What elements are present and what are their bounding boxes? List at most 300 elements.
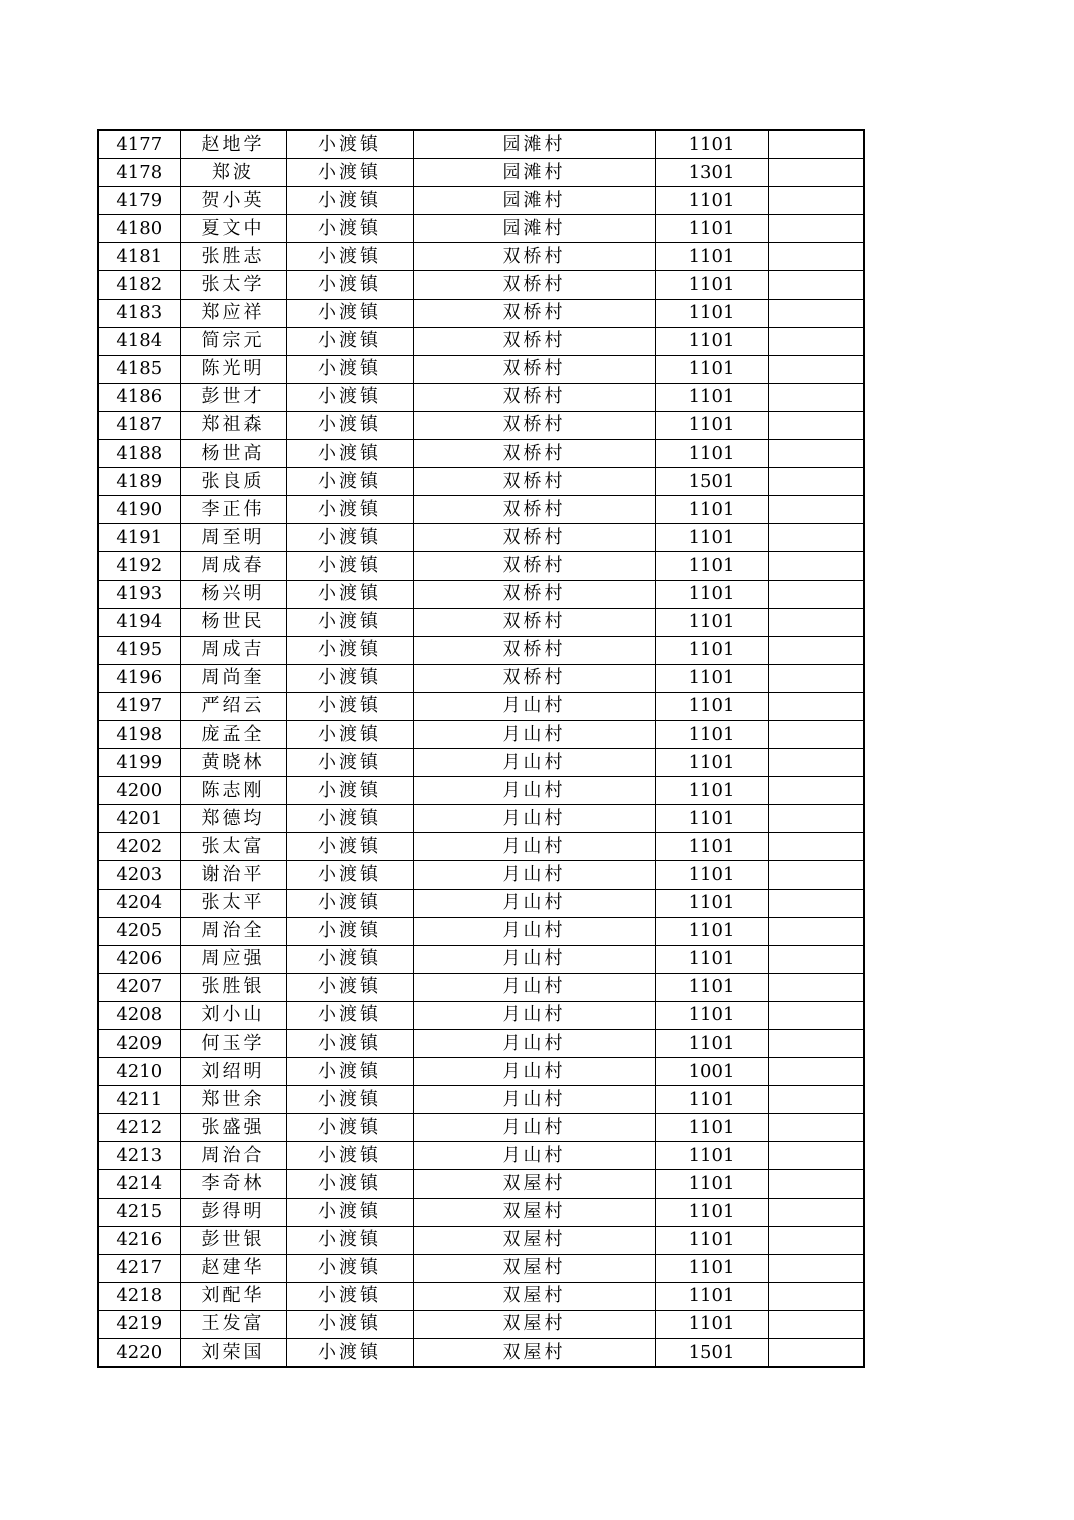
row-number-cell: 4193 <box>98 580 180 608</box>
person-name-cell: 郑祖森 <box>180 411 286 439</box>
town-name-cell: 小渡镇 <box>286 243 413 271</box>
category-code-cell: 1101 <box>655 1114 768 1142</box>
row-number-cell: 4194 <box>98 608 180 636</box>
category-code-cell: 1101 <box>655 1086 768 1114</box>
town-name-cell: 小渡镇 <box>286 608 413 636</box>
row-number-cell: 4207 <box>98 973 180 1001</box>
row-number-cell: 4196 <box>98 664 180 692</box>
category-code-cell: 1101 <box>655 411 768 439</box>
village-name-cell: 月山村 <box>413 1001 655 1029</box>
person-name-cell: 简宗元 <box>180 327 286 355</box>
remark-cell <box>768 440 864 468</box>
person-name-cell: 王发富 <box>180 1310 286 1338</box>
table-row <box>98 1339 864 1368</box>
remark-cell <box>768 1254 864 1282</box>
category-code-cell: 1101 <box>655 1142 768 1170</box>
table-row <box>98 973 864 1001</box>
village-name-cell: 双桥村 <box>413 383 655 411</box>
table-row <box>98 945 864 973</box>
person-name-cell: 刘配华 <box>180 1282 286 1310</box>
table-row <box>98 496 864 524</box>
remark-cell <box>768 327 864 355</box>
town-name-cell: 小渡镇 <box>286 805 413 833</box>
roster-table-body <box>98 130 864 1367</box>
category-code-cell: 1101 <box>655 187 768 215</box>
town-name-cell: 小渡镇 <box>286 496 413 524</box>
village-name-cell: 双屋村 <box>413 1339 655 1368</box>
remark-cell <box>768 664 864 692</box>
category-code-cell: 1101 <box>655 524 768 552</box>
village-name-cell: 双桥村 <box>413 552 655 580</box>
row-number-cell: 4202 <box>98 833 180 861</box>
remark-cell <box>768 243 864 271</box>
person-name-cell: 杨世民 <box>180 608 286 636</box>
village-name-cell: 月山村 <box>413 1114 655 1142</box>
person-name-cell: 李奇林 <box>180 1170 286 1198</box>
row-number-cell: 4178 <box>98 159 180 187</box>
village-name-cell: 月山村 <box>413 861 655 889</box>
remark-cell <box>768 187 864 215</box>
person-name-cell: 张盛强 <box>180 1114 286 1142</box>
row-number-cell: 4208 <box>98 1001 180 1029</box>
remark-cell <box>768 973 864 1001</box>
village-name-cell: 双桥村 <box>413 327 655 355</box>
remark-cell <box>768 130 864 159</box>
category-code-cell: 1301 <box>655 159 768 187</box>
row-number-cell: 4213 <box>98 1142 180 1170</box>
town-name-cell: 小渡镇 <box>286 552 413 580</box>
remark-cell <box>768 1030 864 1058</box>
town-name-cell: 小渡镇 <box>286 383 413 411</box>
table-row <box>98 524 864 552</box>
row-number-cell: 4189 <box>98 468 180 496</box>
village-name-cell: 月山村 <box>413 945 655 973</box>
category-code-cell: 1101 <box>655 496 768 524</box>
town-name-cell: 小渡镇 <box>286 1086 413 1114</box>
table-row <box>98 215 864 243</box>
person-name-cell: 杨兴明 <box>180 580 286 608</box>
category-code-cell: 1101 <box>655 130 768 159</box>
remark-cell <box>768 805 864 833</box>
town-name-cell: 小渡镇 <box>286 692 413 720</box>
remark-cell <box>768 861 864 889</box>
table-row <box>98 580 864 608</box>
category-code-cell: 1101 <box>655 917 768 945</box>
table-row <box>98 159 864 187</box>
category-code-cell: 1001 <box>655 1058 768 1086</box>
remark-cell <box>768 468 864 496</box>
town-name-cell: 小渡镇 <box>286 945 413 973</box>
village-name-cell: 双屋村 <box>413 1198 655 1226</box>
village-name-cell: 月山村 <box>413 749 655 777</box>
category-code-cell: 1101 <box>655 1310 768 1338</box>
row-number-cell: 4219 <box>98 1310 180 1338</box>
remark-cell <box>768 1058 864 1086</box>
category-code-cell: 1101 <box>655 215 768 243</box>
person-name-cell: 郑波 <box>180 159 286 187</box>
table-row <box>98 636 864 664</box>
row-number-cell: 4195 <box>98 636 180 664</box>
row-number-cell: 4181 <box>98 243 180 271</box>
category-code-cell: 1101 <box>655 327 768 355</box>
person-name-cell: 郑应祥 <box>180 299 286 327</box>
remark-cell <box>768 608 864 636</box>
category-code-cell: 1101 <box>655 861 768 889</box>
person-name-cell: 赵建华 <box>180 1254 286 1282</box>
person-name-cell: 周成吉 <box>180 636 286 664</box>
row-number-cell: 4179 <box>98 187 180 215</box>
table-row <box>98 1058 864 1086</box>
village-name-cell: 双桥村 <box>413 496 655 524</box>
category-code-cell: 1101 <box>655 1170 768 1198</box>
category-code-cell: 1101 <box>655 608 768 636</box>
remark-cell <box>768 917 864 945</box>
town-name-cell: 小渡镇 <box>286 355 413 383</box>
category-code-cell: 1501 <box>655 468 768 496</box>
village-name-cell: 月山村 <box>413 833 655 861</box>
table-row <box>98 411 864 439</box>
category-code-cell: 1101 <box>655 1282 768 1310</box>
town-name-cell: 小渡镇 <box>286 1142 413 1170</box>
village-name-cell: 双屋村 <box>413 1254 655 1282</box>
table-row <box>98 1114 864 1142</box>
table-row <box>98 1254 864 1282</box>
person-name-cell: 张胜银 <box>180 973 286 1001</box>
row-number-cell: 4198 <box>98 720 180 748</box>
remark-cell <box>768 271 864 299</box>
category-code-cell: 1101 <box>655 636 768 664</box>
remark-cell <box>768 1142 864 1170</box>
town-name-cell: 小渡镇 <box>286 187 413 215</box>
row-number-cell: 4184 <box>98 327 180 355</box>
town-name-cell: 小渡镇 <box>286 215 413 243</box>
town-name-cell: 小渡镇 <box>286 468 413 496</box>
person-name-cell: 陈光明 <box>180 355 286 383</box>
person-name-cell: 黄晓林 <box>180 749 286 777</box>
table-row <box>98 1142 864 1170</box>
row-number-cell: 4205 <box>98 917 180 945</box>
village-name-cell: 双桥村 <box>413 468 655 496</box>
table-row <box>98 1198 864 1226</box>
town-name-cell: 小渡镇 <box>286 524 413 552</box>
category-code-cell: 1101 <box>655 299 768 327</box>
remark-cell <box>768 833 864 861</box>
person-name-cell: 张胜志 <box>180 243 286 271</box>
remark-cell <box>768 383 864 411</box>
village-name-cell: 月山村 <box>413 917 655 945</box>
table-row <box>98 355 864 383</box>
remark-cell <box>768 1170 864 1198</box>
table-row <box>98 833 864 861</box>
town-name-cell: 小渡镇 <box>286 271 413 299</box>
category-code-cell: 1101 <box>655 1001 768 1029</box>
village-name-cell: 月山村 <box>413 1086 655 1114</box>
person-name-cell: 张太平 <box>180 889 286 917</box>
village-name-cell: 园滩村 <box>413 159 655 187</box>
row-number-cell: 4206 <box>98 945 180 973</box>
village-name-cell: 月山村 <box>413 805 655 833</box>
town-name-cell: 小渡镇 <box>286 1001 413 1029</box>
town-name-cell: 小渡镇 <box>286 130 413 159</box>
person-name-cell: 彭世银 <box>180 1226 286 1254</box>
village-name-cell: 月山村 <box>413 1142 655 1170</box>
row-number-cell: 4185 <box>98 355 180 383</box>
table-row <box>98 468 864 496</box>
town-name-cell: 小渡镇 <box>286 440 413 468</box>
row-number-cell: 4220 <box>98 1339 180 1368</box>
table-row <box>98 440 864 468</box>
category-code-cell: 1101 <box>655 973 768 1001</box>
village-name-cell: 月山村 <box>413 889 655 917</box>
row-number-cell: 4214 <box>98 1170 180 1198</box>
row-number-cell: 4218 <box>98 1282 180 1310</box>
category-code-cell: 1101 <box>655 833 768 861</box>
table-row <box>98 861 864 889</box>
person-name-cell: 谢治平 <box>180 861 286 889</box>
table-row <box>98 299 864 327</box>
row-number-cell: 4215 <box>98 1198 180 1226</box>
table-row <box>98 1001 864 1029</box>
remark-cell <box>768 1282 864 1310</box>
table-row <box>98 917 864 945</box>
table-row <box>98 889 864 917</box>
village-name-cell: 双屋村 <box>413 1310 655 1338</box>
town-name-cell: 小渡镇 <box>286 636 413 664</box>
table-row <box>98 130 864 159</box>
remark-cell <box>768 749 864 777</box>
person-name-cell: 周至明 <box>180 524 286 552</box>
category-code-cell: 1101 <box>655 580 768 608</box>
village-name-cell: 双桥村 <box>413 580 655 608</box>
remark-cell <box>768 1198 864 1226</box>
village-name-cell: 月山村 <box>413 1030 655 1058</box>
table-row <box>98 327 864 355</box>
village-name-cell: 园滩村 <box>413 130 655 159</box>
row-number-cell: 4201 <box>98 805 180 833</box>
remark-cell <box>768 1339 864 1368</box>
category-code-cell: 1101 <box>655 777 768 805</box>
town-name-cell: 小渡镇 <box>286 1254 413 1282</box>
table-row <box>98 187 864 215</box>
village-name-cell: 双桥村 <box>413 608 655 636</box>
person-name-cell: 周治全 <box>180 917 286 945</box>
remark-cell <box>768 159 864 187</box>
town-name-cell: 小渡镇 <box>286 1058 413 1086</box>
remark-cell <box>768 889 864 917</box>
village-name-cell: 园滩村 <box>413 187 655 215</box>
table-row <box>98 271 864 299</box>
row-number-cell: 4210 <box>98 1058 180 1086</box>
remark-cell <box>768 636 864 664</box>
remark-cell <box>768 1086 864 1114</box>
table-row <box>98 608 864 636</box>
row-number-cell: 4199 <box>98 749 180 777</box>
category-code-cell: 1101 <box>655 1226 768 1254</box>
category-code-cell: 1101 <box>655 945 768 973</box>
row-number-cell: 4183 <box>98 299 180 327</box>
row-number-cell: 4217 <box>98 1254 180 1282</box>
table-row <box>98 777 864 805</box>
remark-cell <box>768 299 864 327</box>
village-name-cell: 月山村 <box>413 777 655 805</box>
table-row <box>98 720 864 748</box>
village-name-cell: 双桥村 <box>413 524 655 552</box>
row-number-cell: 4216 <box>98 1226 180 1254</box>
table-row <box>98 1226 864 1254</box>
category-code-cell: 1101 <box>655 355 768 383</box>
remark-cell <box>768 1114 864 1142</box>
row-number-cell: 4197 <box>98 692 180 720</box>
category-code-cell: 1101 <box>655 889 768 917</box>
row-number-cell: 4209 <box>98 1030 180 1058</box>
row-number-cell: 4182 <box>98 271 180 299</box>
town-name-cell: 小渡镇 <box>286 917 413 945</box>
remark-cell <box>768 524 864 552</box>
category-code-cell: 1101 <box>655 271 768 299</box>
person-name-cell: 张良质 <box>180 468 286 496</box>
category-code-cell: 1101 <box>655 805 768 833</box>
remark-cell <box>768 692 864 720</box>
category-code-cell: 1101 <box>655 552 768 580</box>
person-name-cell: 郑德均 <box>180 805 286 833</box>
remark-cell <box>768 777 864 805</box>
town-name-cell: 小渡镇 <box>286 664 413 692</box>
table-row <box>98 1282 864 1310</box>
person-name-cell: 刘绍明 <box>180 1058 286 1086</box>
remark-cell <box>768 580 864 608</box>
town-name-cell: 小渡镇 <box>286 1114 413 1142</box>
remark-cell <box>768 496 864 524</box>
table-row <box>98 805 864 833</box>
category-code-cell: 1101 <box>655 1198 768 1226</box>
person-name-cell: 周成春 <box>180 552 286 580</box>
town-name-cell: 小渡镇 <box>286 833 413 861</box>
remark-cell <box>768 1001 864 1029</box>
category-code-cell: 1101 <box>655 1030 768 1058</box>
person-name-cell: 周尚奎 <box>180 664 286 692</box>
village-name-cell: 双桥村 <box>413 243 655 271</box>
table-row <box>98 552 864 580</box>
town-name-cell: 小渡镇 <box>286 749 413 777</box>
village-name-cell: 月山村 <box>413 692 655 720</box>
person-name-cell: 张太富 <box>180 833 286 861</box>
person-name-cell: 刘荣国 <box>180 1339 286 1368</box>
town-name-cell: 小渡镇 <box>286 1339 413 1368</box>
category-code-cell: 1501 <box>655 1339 768 1368</box>
person-name-cell: 赵地学 <box>180 130 286 159</box>
town-name-cell: 小渡镇 <box>286 1226 413 1254</box>
table-row <box>98 664 864 692</box>
row-number-cell: 4188 <box>98 440 180 468</box>
village-name-cell: 月山村 <box>413 720 655 748</box>
village-name-cell: 双桥村 <box>413 271 655 299</box>
remark-cell <box>768 720 864 748</box>
town-name-cell: 小渡镇 <box>286 889 413 917</box>
person-name-cell: 周应强 <box>180 945 286 973</box>
person-name-cell: 夏文中 <box>180 215 286 243</box>
person-name-cell: 周治合 <box>180 1142 286 1170</box>
category-code-cell: 1101 <box>655 440 768 468</box>
row-number-cell: 4200 <box>98 777 180 805</box>
town-name-cell: 小渡镇 <box>286 861 413 889</box>
person-name-cell: 郑世余 <box>180 1086 286 1114</box>
table-row <box>98 1086 864 1114</box>
town-name-cell: 小渡镇 <box>286 973 413 1001</box>
row-number-cell: 4203 <box>98 861 180 889</box>
person-name-cell: 彭世才 <box>180 383 286 411</box>
person-name-cell: 严绍云 <box>180 692 286 720</box>
remark-cell <box>768 1226 864 1254</box>
remark-cell <box>768 215 864 243</box>
person-name-cell: 李正伟 <box>180 496 286 524</box>
person-name-cell: 杨世高 <box>180 440 286 468</box>
person-name-cell: 陈志刚 <box>180 777 286 805</box>
town-name-cell: 小渡镇 <box>286 411 413 439</box>
village-name-cell: 月山村 <box>413 1058 655 1086</box>
row-number-cell: 4186 <box>98 383 180 411</box>
town-name-cell: 小渡镇 <box>286 1030 413 1058</box>
category-code-cell: 1101 <box>655 243 768 271</box>
category-code-cell: 1101 <box>655 383 768 411</box>
town-name-cell: 小渡镇 <box>286 1310 413 1338</box>
category-code-cell: 1101 <box>655 664 768 692</box>
town-name-cell: 小渡镇 <box>286 720 413 748</box>
remark-cell <box>768 945 864 973</box>
remark-cell <box>768 552 864 580</box>
category-code-cell: 1101 <box>655 720 768 748</box>
row-number-cell: 4187 <box>98 411 180 439</box>
village-name-cell: 双桥村 <box>413 440 655 468</box>
town-name-cell: 小渡镇 <box>286 1282 413 1310</box>
village-name-cell: 双屋村 <box>413 1282 655 1310</box>
village-name-cell: 双桥村 <box>413 299 655 327</box>
person-name-cell: 刘小山 <box>180 1001 286 1029</box>
village-name-cell: 园滩村 <box>413 215 655 243</box>
table-row <box>98 749 864 777</box>
village-name-cell: 双屋村 <box>413 1170 655 1198</box>
village-name-cell: 双桥村 <box>413 636 655 664</box>
row-number-cell: 4190 <box>98 496 180 524</box>
roster-table <box>97 129 865 1368</box>
table-row <box>98 383 864 411</box>
row-number-cell: 4212 <box>98 1114 180 1142</box>
town-name-cell: 小渡镇 <box>286 777 413 805</box>
remark-cell <box>768 1310 864 1338</box>
village-name-cell: 双桥村 <box>413 664 655 692</box>
town-name-cell: 小渡镇 <box>286 580 413 608</box>
table-row <box>98 692 864 720</box>
category-code-cell: 1101 <box>655 692 768 720</box>
row-number-cell: 4177 <box>98 130 180 159</box>
row-number-cell: 4180 <box>98 215 180 243</box>
village-name-cell: 双桥村 <box>413 355 655 383</box>
category-code-cell: 1101 <box>655 749 768 777</box>
remark-cell <box>768 355 864 383</box>
row-number-cell: 4211 <box>98 1086 180 1114</box>
village-name-cell: 双屋村 <box>413 1226 655 1254</box>
town-name-cell: 小渡镇 <box>286 327 413 355</box>
person-name-cell: 庞孟全 <box>180 720 286 748</box>
category-code-cell: 1101 <box>655 1254 768 1282</box>
town-name-cell: 小渡镇 <box>286 299 413 327</box>
row-number-cell: 4191 <box>98 524 180 552</box>
person-name-cell: 张太学 <box>180 271 286 299</box>
town-name-cell: 小渡镇 <box>286 1170 413 1198</box>
table-row <box>98 243 864 271</box>
table-row <box>98 1310 864 1338</box>
remark-cell <box>768 411 864 439</box>
village-name-cell: 双桥村 <box>413 411 655 439</box>
